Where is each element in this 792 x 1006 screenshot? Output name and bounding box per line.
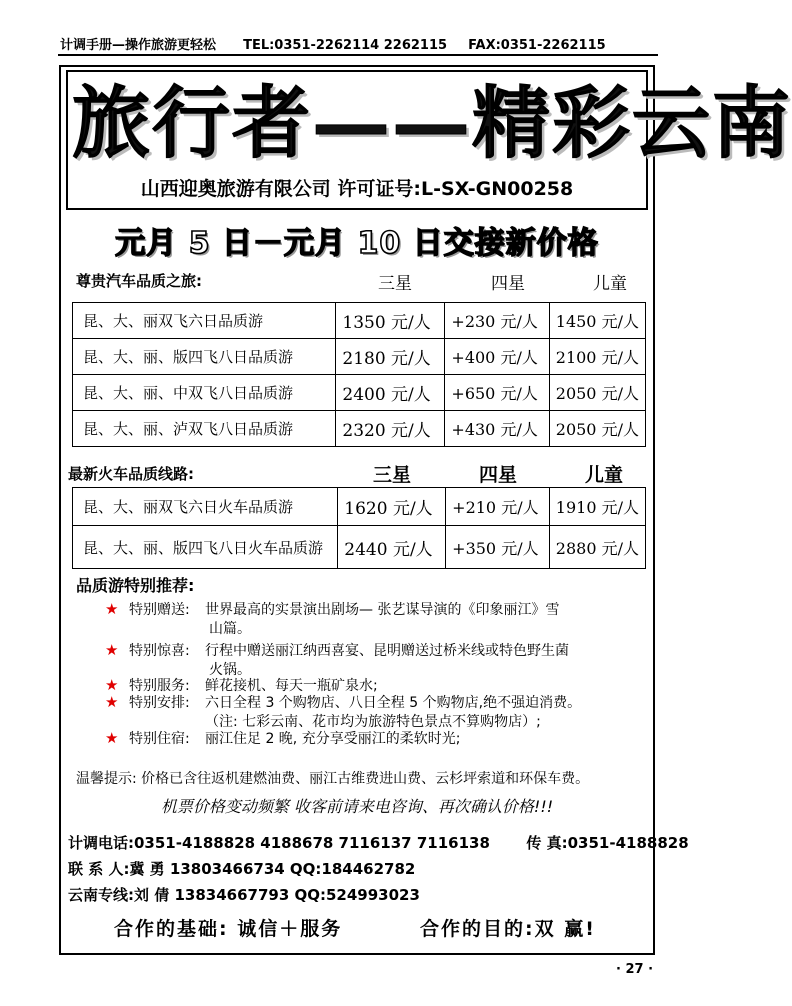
rec-text-cont: 火锅。 (209, 662, 251, 678)
line-info: 刘 倩 13834667793 QQ:524993023 (134, 886, 420, 904)
contact-planning (68, 832, 689, 853)
table-row (73, 303, 646, 339)
company-license: 山西迎奥旅游有限公司 许可证号:L-SX-GN00258 (140, 178, 574, 200)
price-4star: +230 元/人 (445, 303, 549, 339)
route-name: 昆、大、丽双飞六日品质游 (73, 303, 336, 339)
motto-basis: 合作的基础: 诚信＋服务 (114, 918, 343, 940)
header-tagline: 计调手册—操作旅游更轻松 (60, 38, 217, 53)
price-4star: +430 元/人 (445, 411, 549, 447)
line-label: 云南专线: (68, 886, 134, 904)
route-name: 昆、大、丽双飞六日火车品质游 (73, 488, 338, 526)
price-3star: 2180 元/人 (336, 339, 445, 375)
rec-text: 鲜花接机、每天一瓶矿泉水; (205, 678, 378, 694)
contact-yunnan-line (68, 884, 420, 905)
route-name: 昆、大、丽、版四飞八日品质游 (73, 339, 336, 375)
rec-label: 特别住宿: (129, 731, 190, 747)
recommendation-lodging (105, 729, 645, 749)
table-row (73, 375, 646, 411)
recommendation-gift (105, 600, 645, 639)
price-notice: 机票价格变动频繁 收客前请来电咨询、再次确认价格!!! (160, 797, 554, 816)
star-icon: ★ (105, 693, 119, 711)
rec-text-cont: （注: 七彩云南、花市均为旅游特色景点不算购物店）; (205, 714, 541, 730)
price-child: 2100 元/人 (549, 339, 645, 375)
motto-goal: 合作的目的:双 赢! (420, 918, 596, 940)
price-4star: +650 元/人 (445, 375, 549, 411)
person-label: 联 系 人: (68, 860, 130, 878)
price-child: 2880 元/人 (549, 526, 645, 569)
train-col-3star: 三星 (372, 464, 411, 486)
train-col-child: 儿童 (584, 464, 623, 486)
contact-person (68, 858, 415, 879)
rec-text: 六日全程 3 个购物店、八日全程 5 个购物店,绝不强迫消费。 (205, 695, 582, 711)
fax-label: 传 真: (526, 834, 568, 852)
star-icon: ★ (105, 729, 119, 747)
rec-text-cont: 山篇。 (209, 621, 251, 637)
rec-text: 行程中赠送丽江纳西喜宴、昆明赠送过桥米线或特色野生菌 (205, 643, 569, 659)
star-icon: ★ (105, 676, 119, 694)
price-child: 2050 元/人 (549, 375, 645, 411)
price-child: 2050 元/人 (549, 411, 645, 447)
price-3star: 2320 元/人 (336, 411, 445, 447)
rec-label: 特别惊喜: (129, 643, 190, 659)
bus-price-table (72, 302, 646, 447)
header-rule (58, 54, 658, 56)
recommendations-title: 品质游特别推荐: (76, 576, 195, 595)
star-icon: ★ (105, 600, 119, 618)
header-line (60, 34, 656, 53)
train-price-table (72, 487, 646, 569)
bus-col-4star: 四星 (491, 274, 525, 294)
price-3star: 2440 元/人 (338, 526, 446, 569)
price-3star: 1620 元/人 (338, 488, 446, 526)
promo-banner: 元月 5 日－元月 10 日交接新价格 (115, 226, 599, 261)
train-col-4star: 四星 (478, 464, 517, 486)
price-4star: +210 元/人 (446, 488, 550, 526)
rec-text: 世界最高的实景演出剧场— 张艺谋导演的《印象丽江》雪 (205, 602, 560, 618)
price-3star: 1350 元/人 (336, 303, 445, 339)
price-4star: +400 元/人 (445, 339, 549, 375)
rec-label: 特别赠送: (129, 602, 190, 618)
star-icon: ★ (105, 641, 119, 659)
price-child: 1910 元/人 (549, 488, 645, 526)
header-fax: FAX:0351-2262115 (468, 38, 606, 53)
page-number: · 27 · (616, 962, 654, 977)
warm-tip: 温馨提示: 价格已含往返机建燃油费、丽江古维费进山费、云杉坪索道和环保车费。 (76, 771, 590, 787)
table-row (73, 411, 646, 447)
recommendation-arrangement (105, 693, 645, 732)
price-3star: 2400 元/人 (336, 375, 445, 411)
price-child: 1450 元/人 (549, 303, 645, 339)
route-name: 昆、大、丽、泸双飞八日品质游 (73, 411, 336, 447)
table-row (73, 526, 646, 569)
bus-col-3star: 三星 (378, 274, 412, 294)
planning-phones: 0351-4188828 4188678 7116137 7116138 (134, 834, 490, 852)
bus-col-child: 儿童 (593, 274, 627, 294)
rec-text: 丽江住足 2 晚, 充分享受丽江的柔软时光; (205, 731, 461, 747)
train-section-label: 最新火车品质线路: (68, 465, 194, 483)
route-name: 昆、大、丽、中双飞八日品质游 (73, 375, 336, 411)
table-row (73, 488, 646, 526)
planning-label: 计调电话: (68, 834, 134, 852)
price-4star: +350 元/人 (446, 526, 550, 569)
bus-section-label: 尊贵汽车品质之旅: (76, 272, 202, 290)
route-name: 昆、大、丽、版四飞八日火车品质游 (73, 526, 338, 569)
table-row (73, 339, 646, 375)
fax-number: 0351-4188828 (567, 834, 689, 852)
rec-label: 特别安排: (129, 695, 190, 711)
recommendation-surprise (105, 641, 645, 680)
main-title: 旅行者——精彩云南 (72, 78, 792, 169)
person-info: 冀 勇 13803466734 QQ:184462782 (129, 860, 416, 878)
header-tel: TEL:0351-2262114 2262115 (243, 38, 448, 53)
rec-label: 特别服务: (129, 678, 190, 694)
